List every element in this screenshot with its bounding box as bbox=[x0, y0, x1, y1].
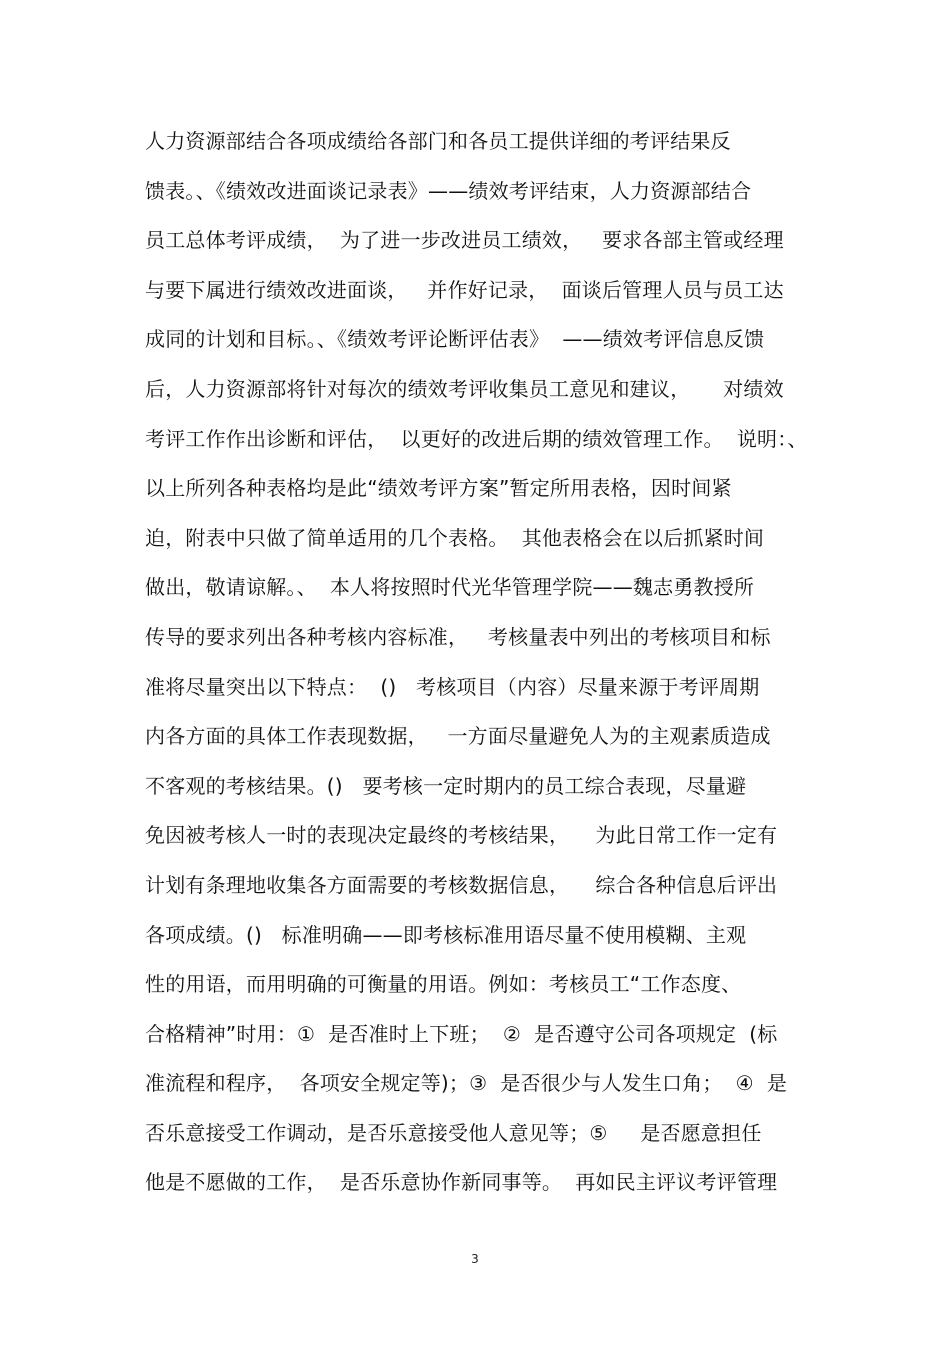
text-line: 以上所列各种表格均是此“绩效考评方案”暂定所用表格，因时间紧 bbox=[145, 476, 732, 501]
text-line: 各项成绩。() 标准明确——即考核标准用语尽量不使用模糊、主观 bbox=[145, 922, 747, 947]
body-text bbox=[145, 121, 815, 1212]
text-line: 内各方面的具体工作表现数据， 一方面尽量避免人为的主观素质造成 bbox=[145, 724, 771, 749]
text-line: 馈表。、《绩效改进面谈记录表》——绩效考评结束，人力资源部结合 bbox=[145, 178, 752, 203]
text-line: 合格精神”时用：① 是否准时上下班； ② 是否遵守公司各项规定 (标 bbox=[145, 1021, 778, 1046]
text-line: 传导的要求列出各种考核内容标准， 考核量表中列出的考核项目和标 bbox=[145, 624, 771, 649]
text-line: 免因被考核人一时的表现决定最终的考核结果， 为此日常工作一定有 bbox=[145, 823, 778, 848]
text-line: 准流程和程序， 各项安全规定等)；③ 是否很少与人发生口角； ④ 是 bbox=[145, 1071, 788, 1096]
text-line: 他是不愿做的工作， 是否乐意协作新同事等。 再如民主评议考评管理 bbox=[145, 1170, 778, 1195]
text-line: 否乐意接受工作调动，是否乐意接受他人意见等；⑤ 是否愿意担任 bbox=[145, 1120, 762, 1145]
text-line: 成同的计划和目标。、《绩效考评论断评估表》 ——绩效考评信息反馈 bbox=[145, 327, 765, 352]
text-line: 员工总体考评成绩， 为了进一步改进员工绩效， 要求各部主管或经理 bbox=[145, 228, 784, 253]
text-line: 性的用语，而用明确的可衡量的用语。例如：考核员工“工作态度、 bbox=[145, 972, 742, 997]
text-line: 计划有条理地收集各方面需要的考核数据信息， 综合各种信息后评出 bbox=[145, 872, 778, 897]
text-line: 考评工作作出诊断和评估， 以更好的改进后期的绩效管理工作。 说明：、 bbox=[145, 426, 808, 451]
text-line: 迫，附表中只做了简单适用的几个表格。 其他表格会在以后抓紧时间 bbox=[145, 525, 765, 550]
text-line: 与要下属进行绩效改进面谈， 并作好记录， 面谈后管理人员与员工达 bbox=[145, 277, 784, 302]
text-line: 做出，敬请谅解。、 本人将按照时代光华管理学院——魏志勇教授所 bbox=[145, 575, 755, 600]
text-line: 不客观的考核结果。() 要考核一定时期内的员工综合表现，尽量避 bbox=[145, 773, 747, 798]
page-number: 3 bbox=[471, 1252, 479, 1266]
text-line: 人力资源部结合各项成绩给各部门和各员工提供详细的考评结果反 bbox=[145, 129, 731, 153]
text-line: 准将尽量突出以下特点： () 考核项目（内容）尽量来源于考评周期 bbox=[145, 674, 760, 699]
text-line: 后，人力资源部将针对每次的绩效考评收集员工意见和建议， 对绩效 bbox=[145, 376, 784, 401]
